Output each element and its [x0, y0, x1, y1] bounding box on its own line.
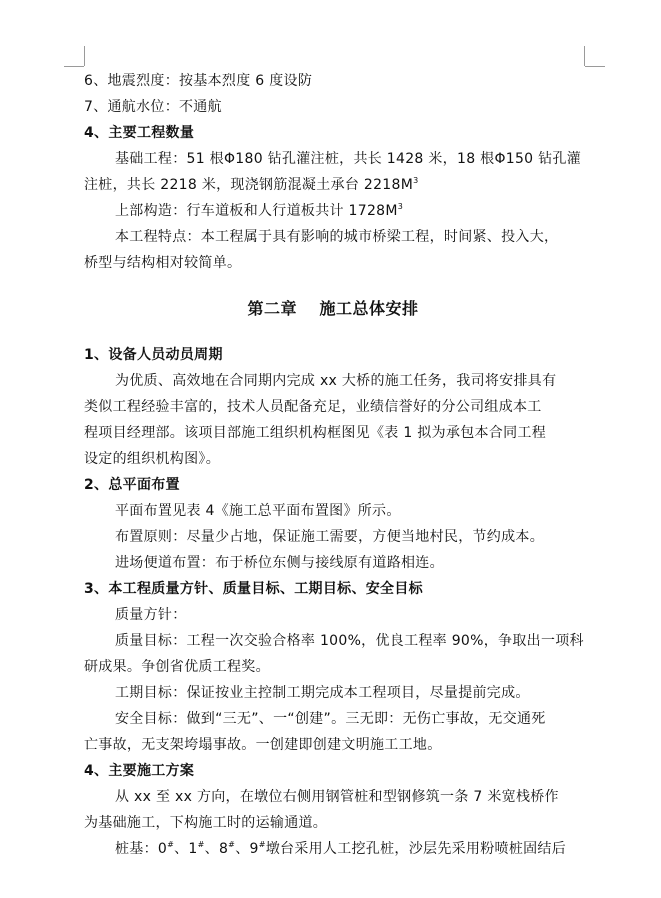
section-heading: 4、主要施工方案: [84, 763, 195, 779]
paragraph-line: 为基础施工，下构施工时的运输通道。: [84, 815, 328, 831]
text-span: 注桩，共长 2218 米，现浇钢筋混凝土承台 2218M: [84, 177, 414, 193]
section-heading: 1、设备人员动员周期: [84, 347, 223, 363]
paragraph-line: 7、通航水位：不通航: [84, 99, 222, 115]
text-span: 、8: [204, 841, 229, 857]
crop-mark-top-left: [64, 66, 84, 67]
crop-mark-top-right: [585, 66, 605, 67]
superscript: #: [167, 840, 175, 849]
paragraph-line: 为优质、高效地在合同期内完成 xx 大桥的施工任务，我司将安排具有: [115, 373, 557, 389]
paragraph-line: 类似工程经验丰富的，技术人员配备充足，业绩信誉好的分公司组成本工: [84, 399, 542, 415]
document-body: [84, 68, 582, 862]
superscript: #: [258, 840, 266, 849]
paragraph-line: 亡事故，无支架垮塌事故。一创建即创建文明施工工地。: [84, 737, 442, 753]
paragraph-line: 研成果。争创省优质工程奖。: [84, 659, 270, 675]
paragraph-line: 平面布置见表 4《施工总平面布置图》所示。: [115, 503, 401, 519]
section-heading: 3、本工程质量方针、质量目标、工期目标、安全目标: [84, 581, 423, 597]
superscript: #: [197, 840, 205, 849]
paragraph-line: 布置原则：尽量少占地，保证施工需要，方便当地村民，节约成本。: [115, 529, 544, 545]
text-span: 墩台采用人工挖孔桩，沙层先采用粉喷桩固结后: [265, 841, 567, 857]
paragraph-line: [84, 836, 582, 862]
section-heading: 4、主要工程数量: [84, 125, 195, 141]
paragraph-line: [84, 172, 582, 198]
paragraph-line: 本工程特点：本工程属于具有影响的城市桥梁工程，时间紧、投入大，: [115, 229, 559, 245]
crop-mark-top-left: [84, 46, 85, 66]
paragraph-line: 工期目标：保证按业主控制工期完成本工程项目，尽量提前完成。: [115, 685, 530, 701]
superscript: #: [228, 840, 236, 849]
text-span: 上部构造：行车道板和人行道板共计 1728M: [115, 203, 398, 219]
paragraph-line: 6、地震烈度：按基本烈度 6 度设防: [84, 73, 313, 89]
paragraph-line: 设定的组织机构图》。: [84, 451, 220, 467]
superscript: 3: [397, 202, 404, 211]
superscript: 3: [413, 176, 419, 185]
paragraph-line: [84, 198, 582, 224]
paragraph-line: 质量目标：工程一次交验合格率 100%，优良工程率 90%，争取出一项科: [115, 633, 584, 649]
paragraph-line: 程项目经理部。该项目部施工组织机构框图见《表 1 拟为承包本合同工程: [84, 425, 547, 441]
text-span: 、1: [174, 841, 198, 857]
paragraph-line: 进场便道布置：布于桥位东侧与接线原有道路相连。: [115, 555, 444, 571]
section-heading: 2、总平面布置: [84, 477, 180, 493]
paragraph-line: 质量方针：: [115, 607, 187, 623]
text-span: 、9: [235, 841, 259, 857]
paragraph-line: 桥型与结构相对较简单。: [84, 255, 242, 271]
text-span: 桩基：0: [115, 841, 168, 857]
chapter-title: 第二章 施工总体安排: [247, 299, 419, 318]
paragraph-line: 从 xx 至 xx 方向，在墩位右侧用钢管桩和型钢修筑一条 7 米宽栈桥作: [115, 789, 559, 805]
paragraph-line: 基础工程：51 根Φ180 钻孔灌注桩，共长 1428 米，18 根Φ150 钻孔灌: [115, 151, 582, 167]
crop-mark-top-right: [584, 46, 585, 66]
paragraph-line: 安全目标：做到“三无”、一“创建”。三无即：无伤亡事故，无交通死: [115, 711, 546, 727]
